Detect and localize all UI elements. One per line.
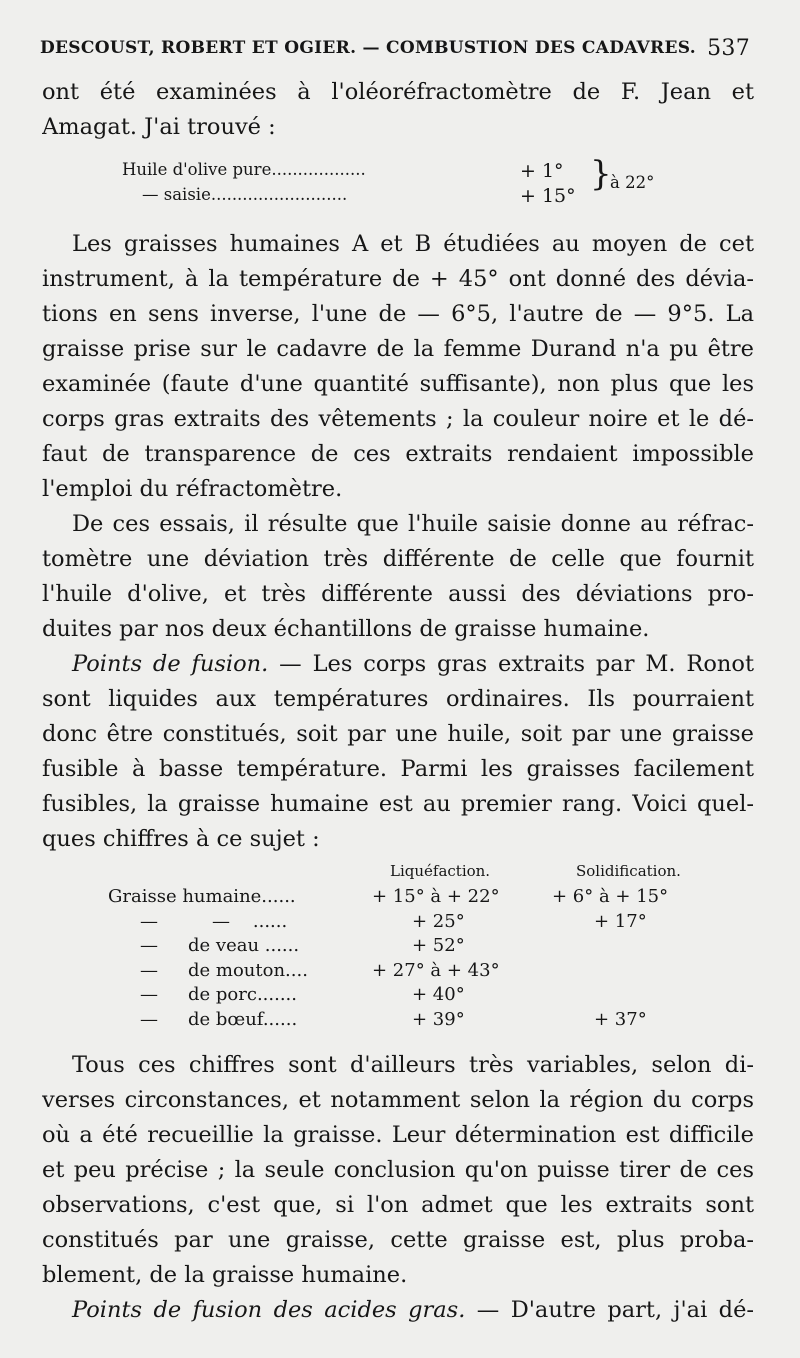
table-row-dash: —: [140, 1009, 158, 1030]
table-row-name: de veau ......: [188, 935, 300, 956]
table-row-name: de bœuf......: [188, 1009, 298, 1030]
table-cell-solidification: + 37°: [594, 1009, 647, 1030]
text-line: instrument, à la température de + 45° ont donné des dévia-: [42, 266, 754, 292]
text-line: observations, c'est que, si l'on admet que les extraits sont: [42, 1192, 754, 1218]
table-row-label: — saisie..........................: [142, 185, 348, 204]
table-row-name: de porc.......: [188, 984, 297, 1005]
table-row-dash: —: [140, 911, 158, 932]
table-cell-liquefaction: + 25°: [412, 911, 465, 932]
text-line: [42, 1295, 754, 1325]
text-line: graisse prise sur le cadavre de la femme Durand n'a pu être: [42, 336, 754, 362]
text-line: l'emploi du réfractomètre.: [42, 476, 343, 502]
table-cell-liquefaction: + 52°: [412, 935, 465, 956]
text-line: faut de transparence de ces extraits rendaient impossible: [42, 441, 754, 467]
text-line: ques chiffres à ce sujet :: [42, 826, 320, 852]
table-row-dash: —: [140, 935, 158, 956]
text-line: constitués par une graisse, cette graisse est, plus proba-: [42, 1227, 754, 1253]
text-line: Amagat. J'ai trouvé :: [42, 114, 276, 140]
column-header-liquefaction: Liquéfaction.: [390, 862, 491, 880]
text-line: tomètre une déviation très différente de celle que fournit: [42, 546, 754, 572]
text-line: tions en sens inverse, l'une de — 6°5, l'autre de — 9°5. La: [42, 301, 754, 327]
table-row-value: + 15°: [520, 185, 576, 207]
text-line: donc être constitués, soit par une huile, soit par une graisse: [42, 721, 754, 747]
table-row-name: Graisse humaine......: [108, 886, 296, 907]
text-line: fusibles, la graisse humaine est au premier rang. Voici quel-: [42, 791, 754, 817]
table-brace: }: [590, 154, 612, 194]
text-line: verses circonstances, et notamment selon la région du corps: [42, 1087, 754, 1113]
table-cell-liquefaction: + 15° à + 22°: [372, 886, 500, 907]
table-cell-liquefaction: + 27° à + 43°: [372, 960, 500, 981]
section-heading: Points de fusion des acides gras.: [72, 1297, 466, 1323]
text-line: corps gras extraits des vêtements ; la couleur noire et le dé-: [42, 406, 754, 432]
table-row-value: + 1°: [520, 160, 564, 182]
text-span: — D'autre part, j'ai dé-: [465, 1297, 754, 1323]
page-header: [40, 36, 758, 62]
section-heading: Points de fusion.: [72, 651, 269, 677]
text-line: blement, de la graisse humaine.: [42, 1262, 408, 1288]
text-line: [42, 649, 754, 679]
text-line: et peu précise ; la seule conclusion qu'on puisse tirer de ces: [42, 1157, 754, 1183]
table-cell-solidification: + 6° à + 15°: [552, 886, 669, 907]
running-title: DESCOUST, ROBERT ET OGIER. — COMBUSTION DES CADAVRES.: [40, 38, 696, 58]
table-cell-liquefaction: + 40°: [412, 984, 465, 1005]
table-cell-liquefaction: + 39°: [412, 1009, 465, 1030]
text-line: De ces essais, il résulte que l'huile saisie donne au réfrac-: [72, 511, 754, 537]
text-span: — Les corps gras extraits par M. Ronot: [268, 651, 754, 677]
page-number: 537: [707, 36, 750, 61]
table-row-name: de mouton....: [188, 960, 308, 981]
table-total: à 22°: [610, 173, 655, 192]
column-header-solidification: Solidification.: [576, 862, 681, 880]
text-line: ont été examinées à l'oléoréfractomètre de F. Jean et: [42, 79, 754, 105]
text-line: duites par nos deux échantillons de graisse humaine.: [42, 616, 650, 642]
text-line: sont liquides aux températures ordinaires. Ils pourraient: [42, 686, 754, 712]
text-line: où a été recueillie la graisse. Leur détermination est difficile: [42, 1122, 754, 1148]
table-row-label: Huile d'olive pure..................: [122, 160, 366, 179]
text-line: l'huile d'olive, et très différente aussi des déviations pro-: [42, 581, 754, 607]
text-line: Les graisses humaines A et B étudiées au moyen de cet: [72, 231, 754, 257]
text-line: fusible à basse température. Parmi les graisses facilement: [42, 756, 754, 782]
table-row-dash: —: [140, 960, 158, 981]
table-cell-solidification: + 17°: [594, 911, 647, 932]
text-line: examinée (faute d'une quantité suffisante), non plus que les: [42, 371, 754, 397]
table-row-dash: —: [140, 984, 158, 1005]
text-line: Tous ces chiffres sont d'ailleurs très variables, selon di-: [72, 1052, 754, 1078]
table-row-name: — ......: [212, 911, 288, 932]
